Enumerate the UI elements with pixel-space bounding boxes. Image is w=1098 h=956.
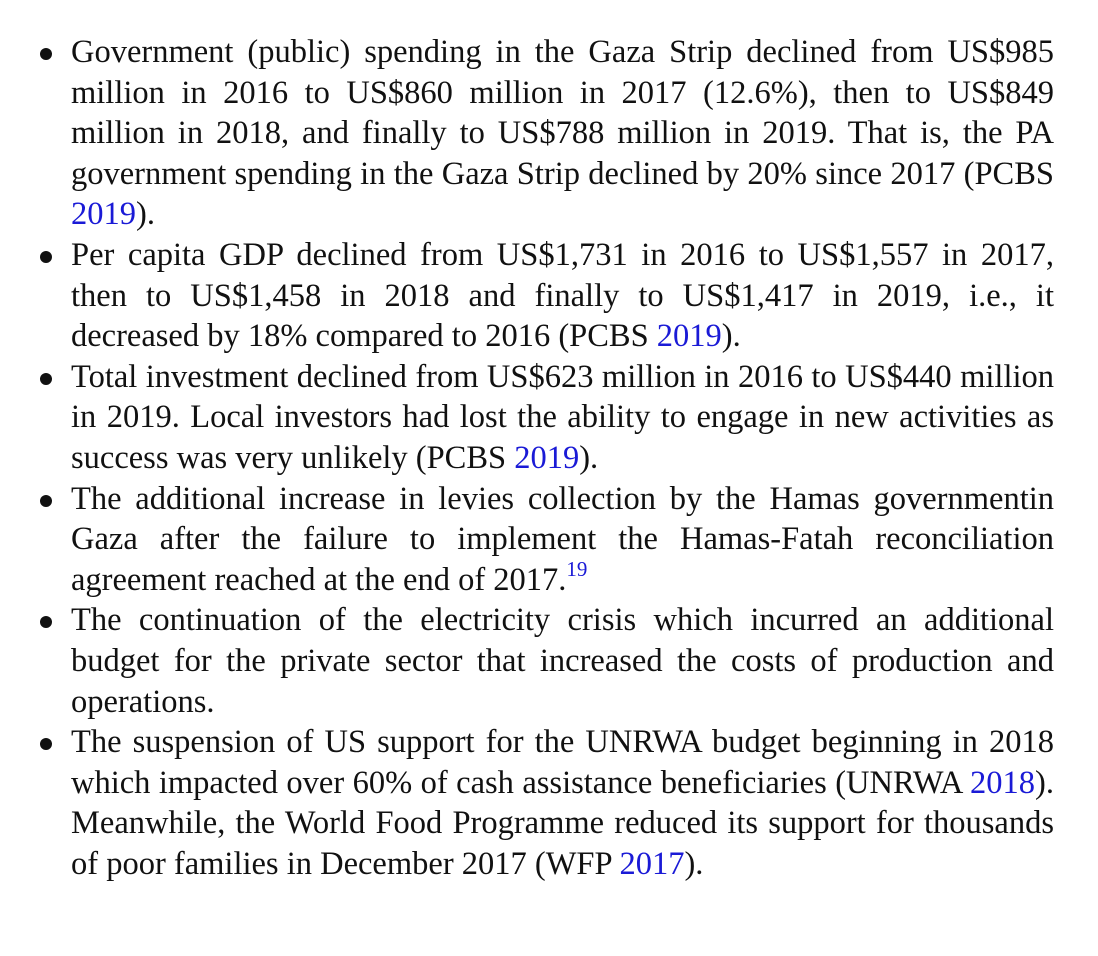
list-item bbox=[36, 600, 1054, 722]
bullet-icon bbox=[40, 495, 52, 507]
list-item bbox=[36, 479, 1054, 601]
list-item bbox=[36, 235, 1054, 357]
item-text: ). bbox=[136, 196, 155, 233]
item-text: Per capita GDP declined from US$1,731 in 2016 to US$1,557 in 2017, then to US$1,458 in 2018 and finally to US$1,417 in 2019, i.e., it decreased by 18% compared to 2016 (PCBS bbox=[71, 236, 1054, 355]
citation-link[interactable]: 2018 bbox=[970, 764, 1036, 801]
list-item bbox=[36, 357, 1054, 479]
bullet-icon bbox=[40, 616, 52, 628]
bullet-icon bbox=[40, 48, 52, 60]
citation-link[interactable]: 2019 bbox=[656, 318, 722, 355]
list-item bbox=[36, 722, 1054, 884]
bullet-icon bbox=[40, 738, 52, 750]
citation-link[interactable]: 2019 bbox=[71, 196, 136, 233]
item-text: Total investment declined from US$623 million in 2016 to US$440 million in 2019. Local investors had lost the ability to engage in new activities as success was very unlikely (PCBS bbox=[71, 358, 1054, 476]
item-text: The suspension of US support for the UNRWA budget beginning in 2018 which impacted over 60% of cash assistance beneficiaries (UNRWA bbox=[71, 724, 1054, 801]
item-text: The continuation of the electricity crisis which incurred an additional budget for the private sector that increased the costs of production and operations. bbox=[71, 602, 1054, 720]
bullet-icon bbox=[40, 373, 52, 385]
item-text: Government (public) spending in the Gaza Strip declined from US$985 million in 2016 to US$860 million in 2017 (12.6%), then to US$849 million in 2018, and finally to US$788 million in 2019. That is, the PA government spending in the Gaza Strip declined by 20% since 2017 (PCBS bbox=[71, 34, 1054, 192]
item-text: ). Meanwhile, the World Food Programme reduced its support for thousands of poor families in December 2017 (WFP bbox=[71, 764, 1054, 882]
item-text: ). bbox=[721, 318, 741, 355]
document-body bbox=[36, 32, 1054, 884]
bullet-list bbox=[36, 32, 1054, 884]
item-text: The additional increase in levies collection by the Hamas governmentin Gaza after the failure to implement the Hamas-Fatah reconciliation agreement reached at the end of 2017. bbox=[71, 480, 1054, 598]
item-text: ). bbox=[684, 845, 704, 882]
item-text: ). bbox=[579, 439, 599, 476]
citation-link[interactable]: 2017 bbox=[619, 845, 685, 882]
bullet-icon bbox=[40, 251, 52, 263]
list-item bbox=[36, 32, 1054, 235]
citation-link[interactable]: 2019 bbox=[514, 439, 580, 476]
footnote-link[interactable]: 19 bbox=[566, 556, 588, 581]
